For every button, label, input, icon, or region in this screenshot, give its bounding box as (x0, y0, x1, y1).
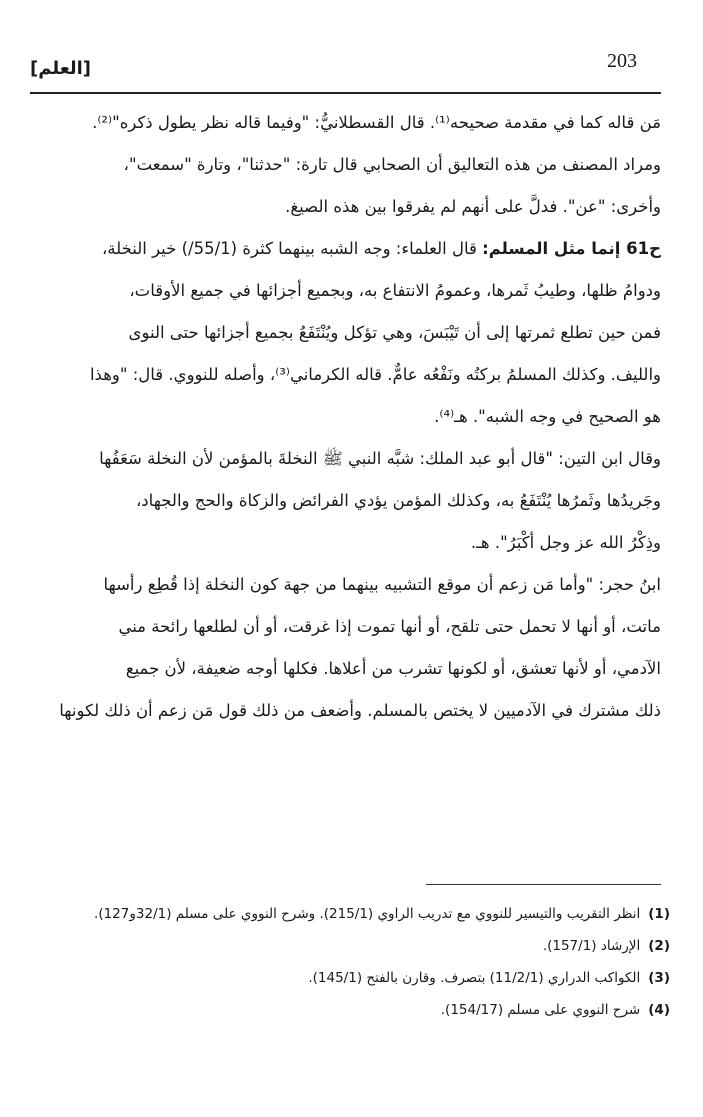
chapter-title: [العلم] (30, 58, 92, 79)
text-line: ابنُ حجر: "وأما مَن زعم أن موقع التشبيه بينهما من جهة كون النخلة إذا قُطِع رأسها (103, 575, 661, 594)
footnote-text: الكواكب الدراري (11/2/1) بتصرف. وقارن بالفتح (145/1). (308, 970, 641, 986)
text-line: وقال ابن التين: "قال أبو عبد الملك: شبَّه النبي ﷺ النخلةَ بالمؤمن لأن النخلة سَعَفُها (99, 449, 661, 468)
hadith-paragraph-first-line (30, 228, 661, 270)
footnotes (30, 898, 670, 1026)
text-line: وأخرى: "عن". فدلَّ على أنهم لم يفرقوا بين هذه الصيغ. (285, 197, 661, 216)
footnote-number: (4) (648, 1002, 670, 1018)
page-number: 203 (607, 50, 637, 72)
main-text (30, 102, 661, 732)
text-line: هو الصحيح في وجه الشبه". هـ⁽⁴⁾. (434, 407, 661, 426)
hadith-heading: ح61 إنما مثل المسلم: (482, 239, 661, 258)
text-line: والليف. وكذلك المسلمُ بركتُه ونَفْعُه عامٌّ. قاله الكرماني⁽³⁾، وأصله للنووي. قال: "وهذا (89, 365, 661, 384)
text-line: الآدمي، أو لأنها تعشق، أو لكونها تشرب من أعلاها. فكلها أوجه ضعيفة، لأن جميع (125, 659, 661, 678)
footnote-text: شرح النووي على مسلم (154/17). (440, 1002, 641, 1018)
text-line: وذِكْرُ الله عز وجل أكْبَرُ". هـ. (470, 533, 661, 552)
text-line: ماتت، أو أنها لا تحمل حتى تلقح، أو أنها تموت إذا غرقت، أو أن لطلعها رائحة مني (118, 617, 661, 636)
footnote (30, 994, 670, 1026)
text-line: مَن قاله كما في مقدمة صحيحه⁽¹⁾. قال القسطلانيُّ: "وفيما قاله نظر يطول ذكره"⁽²⁾. (92, 113, 661, 132)
header-rule (30, 92, 661, 94)
footnote-number: (1) (648, 906, 670, 922)
text-line: ومراد المصنف من هذه التعاليق أن الصحابي قال تارة: "حدثنا"، وتارة "سمعت"، (123, 155, 661, 174)
footnote-number: (2) (648, 938, 670, 954)
footnote-separator (426, 884, 661, 885)
footnote-text: الإرشاد (157/1). (542, 938, 641, 954)
footnote (30, 898, 670, 930)
text-line: فمن حين تطلع ثمرتها إلى أن تَيْبَسَ، وهي تؤكل ويُنْتَفَعُ بجميع أجزائها حتى النوى (128, 323, 661, 342)
footnote-number: (3) (648, 970, 670, 986)
footnote-text: انظر التقريب والتيسير للنووي مع تدريب الراوي (215/1). وشرح النووي على مسلم (32/1و127). (94, 906, 641, 922)
footnote (30, 930, 670, 962)
text-line: ودوامُ ظلها، وطيبُ ثَمرها، وعمومُ الانتفاع به، وبجميع أجزائها في جميع الأوقات، (129, 281, 661, 300)
footnote (30, 962, 670, 994)
text-line: وجَريدُها وثَمرُها يُنْتَفَعُ به، وكذلك المؤمن يؤدي الفرائض والزكاة والحج والجهاد، (135, 491, 661, 510)
text-segment: قال العلماء: وجه الشبه بينهما كثرة (55/1/) خير النخلة، (101, 239, 483, 258)
text-line: ذلك مشترك في الآدميين لا يختص بالمسلم. وأضعف من ذلك قول مَن زعم أن ذلك لكونها (59, 701, 661, 720)
